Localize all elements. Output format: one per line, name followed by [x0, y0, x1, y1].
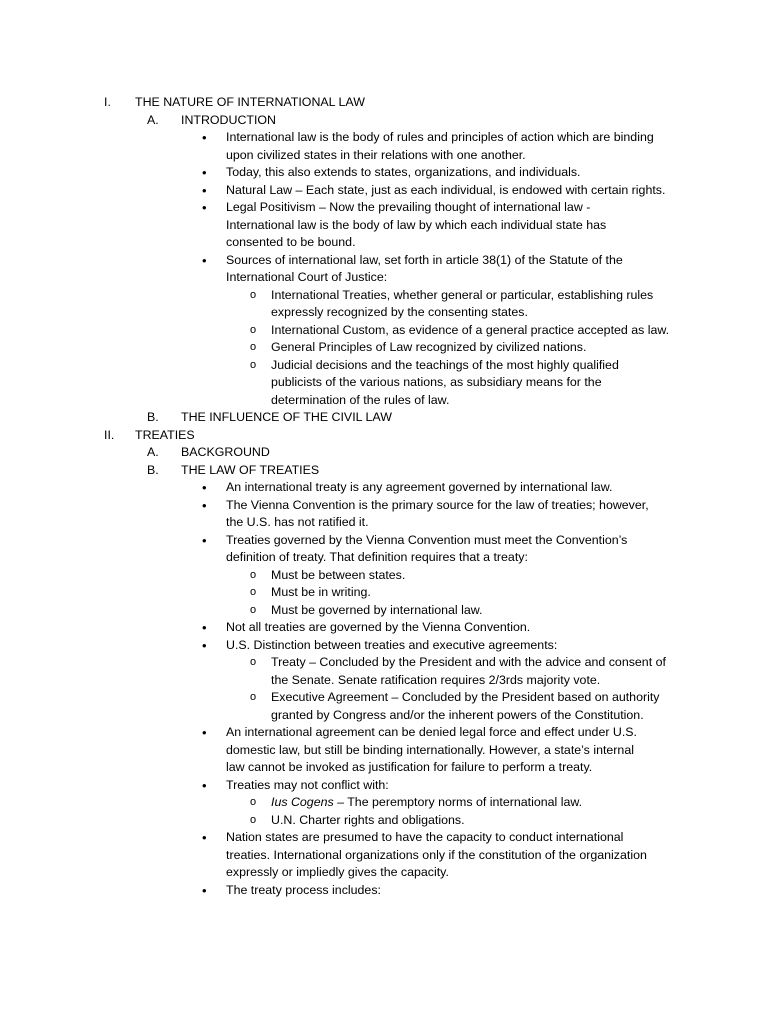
section-title: THE NATURE OF INTERNATIONAL LAW [135, 95, 365, 109]
sub-bullet-text: General Principles of Law recognized by civilized nations. [271, 340, 587, 354]
roman-numeral: I. [104, 95, 111, 109]
bullet-icon: • [202, 637, 207, 653]
circle-bullet-icon: o [250, 288, 257, 301]
sub-bullet-continuation [0, 672, 768, 690]
bullet-text: domestic law, but still be binding internationally. However, a state’s internal [226, 742, 634, 757]
bullet-item [0, 252, 768, 270]
bullet-text: An international treaty is any agreement governed by international law. [226, 480, 613, 494]
bullet-continuation [0, 269, 768, 287]
circle-bullet-icon: o [250, 656, 257, 668]
sub-bullet-item [0, 357, 768, 375]
bullet-icon: • [202, 777, 207, 793]
bullet-text: upon civilized states in their relations with one another. [226, 147, 526, 162]
bullet-text: U.S. Distinction between treaties and executive agreements: [226, 637, 558, 652]
bullet-icon: • [202, 480, 207, 495]
bullet-continuation [0, 864, 768, 882]
sub-bullet-text: International Custom, as evidence of a general practice accepted as law. [271, 322, 670, 337]
sub-bullet-item [0, 339, 768, 357]
sub-bullet-text: granted by Congress and/or the inherent powers of the Constitution. [271, 707, 644, 722]
section-heading [0, 427, 768, 445]
bullet-item [0, 532, 768, 550]
bullet-text: Today, this also extends to states, organizations, and individuals. [226, 165, 581, 179]
subsection-heading [0, 112, 768, 130]
circle-bullet-icon: o [250, 813, 257, 826]
sub-bullet-text: U.N. Charter rights and obligations. [271, 812, 465, 827]
bullet-item [0, 829, 768, 847]
bullet-text: An international agreement can be denied legal force and effect under U.S. [226, 725, 638, 739]
sub-bullet-item [0, 812, 768, 830]
term-definition: – The peremptory norms of international law. [333, 795, 583, 809]
subsection-heading [0, 444, 768, 462]
bullet-continuation [0, 147, 768, 165]
subsection-heading [0, 409, 768, 427]
subsection-title: BACKGROUND [181, 445, 270, 459]
letter-marker: B. [147, 410, 159, 424]
letter-marker: A. [147, 112, 159, 127]
circle-bullet-icon: o [250, 691, 257, 703]
sub-bullet-text: the Senate. Senate ratification requires 2/3rds majority vote. [271, 672, 601, 687]
bullet-text: The treaty process includes: [226, 882, 381, 897]
bullet-continuation [0, 514, 768, 532]
bullet-continuation [0, 742, 768, 760]
subsection-title: INTRODUCTION [181, 112, 276, 127]
sub-bullet-text: Must be governed by international law. [271, 602, 483, 617]
bullet-continuation [0, 847, 768, 865]
bullet-text: Treaties may not conflict with: [226, 777, 389, 792]
outline [0, 94, 768, 899]
sub-bullet-text: Must be between states. [271, 567, 406, 582]
subsection-title: THE INFLUENCE OF THE CIVIL LAW [181, 410, 392, 424]
sub-bullet-text: Treaty – Concluded by the President and with the advice and consent of [271, 655, 666, 669]
subsection-title: THE LAW OF TREATIES [181, 462, 320, 477]
bullet-text: consented to be bound. [226, 235, 356, 249]
sub-bullet-text [271, 794, 582, 812]
bullet-item [0, 619, 768, 637]
bullet-text: International law is the body of law by which each individual state has [226, 217, 607, 232]
sub-bullet-continuation [0, 374, 768, 392]
circle-bullet-icon: o [250, 358, 257, 371]
bullet-text: Treaties governed by the Vienna Convention must meet the Convention’s [226, 532, 628, 547]
letter-marker: A. [147, 445, 159, 459]
bullet-continuation [0, 549, 768, 567]
section-heading [0, 94, 768, 112]
bullet-text: treaties. International organizations only if the constitution of the organization [226, 847, 647, 862]
subsection-heading [0, 462, 768, 480]
bullet-text: Natural Law – Each state, just as each individual, is endowed with certain rights. [226, 182, 666, 197]
circle-bullet-icon: o [250, 603, 257, 616]
bullet-item [0, 199, 768, 217]
bullet-item [0, 882, 768, 900]
circle-bullet-icon: o [250, 586, 257, 598]
bullet-text: International Court of Justice: [226, 270, 388, 284]
bullet-text: International law is the body of rules and principles of action which are binding [226, 130, 654, 144]
bullet-text: The Vienna Convention is the primary source for the law of treaties; however, [226, 497, 649, 512]
bullet-text: the U.S. has not ratified it. [226, 515, 369, 529]
sub-bullet-text: expressly recognized by the consenting states. [271, 305, 528, 319]
bullet-item [0, 724, 768, 742]
circle-bullet-icon: o [250, 323, 257, 336]
italic-term: Ius Cogens [271, 795, 334, 809]
sub-bullet-continuation [0, 304, 768, 322]
bullet-continuation [0, 759, 768, 777]
sub-bullet-text: publicists of the various nations, as subsidiary means for the [271, 375, 602, 389]
bullet-item [0, 182, 768, 200]
sub-bullet-continuation [0, 392, 768, 410]
bullet-text: Not all treaties are governed by the Vienna Convention. [226, 620, 531, 634]
bullet-item [0, 479, 768, 497]
circle-bullet-icon: o [250, 796, 257, 808]
bullet-continuation [0, 234, 768, 252]
bullet-icon: • [202, 182, 207, 198]
bullet-icon: • [202, 725, 207, 740]
bullet-icon: • [202, 882, 207, 898]
sub-bullet-continuation [0, 707, 768, 725]
sub-bullet-text: determination of the rules of law. [271, 392, 450, 407]
sub-bullet-item [0, 287, 768, 305]
bullet-icon: • [202, 830, 207, 845]
sub-bullet-item [0, 794, 768, 812]
roman-numeral: II. [104, 427, 115, 442]
sub-bullet-text: Judicial decisions and the teachings of the most highly qualified [271, 357, 619, 372]
sub-bullet-item [0, 567, 768, 585]
circle-bullet-icon: o [250, 341, 257, 353]
letter-marker: B. [147, 462, 159, 477]
bullet-icon: • [202, 200, 207, 215]
bullet-text: Legal Positivism – Now the prevailing thought of international law - [226, 200, 591, 214]
sub-bullet-item [0, 584, 768, 602]
bullet-icon: • [202, 130, 207, 145]
section-title: TREATIES [135, 427, 195, 442]
sub-bullet-item [0, 322, 768, 340]
bullet-text: Nation states are presumed to have the capacity to conduct international [226, 830, 624, 844]
bullet-icon: • [202, 620, 207, 635]
bullet-continuation [0, 217, 768, 235]
bullet-icon: • [202, 165, 207, 180]
bullet-text: law cannot be invoked as justification for failure to perform a treaty. [226, 760, 593, 774]
bullet-icon: • [202, 252, 207, 268]
bullet-item [0, 164, 768, 182]
sub-bullet-text: Executive Agreement – Concluded by the President based on authority [271, 690, 660, 704]
bullet-item [0, 497, 768, 515]
bullet-icon: • [202, 497, 207, 513]
sub-bullet-text: International Treaties, whether general or particular, establishing rules [271, 287, 654, 302]
sub-bullet-item [0, 602, 768, 620]
sub-bullet-item [0, 654, 768, 672]
sub-bullet-text: Must be in writing. [271, 585, 371, 599]
bullet-item [0, 777, 768, 795]
bullet-icon: • [202, 532, 207, 548]
bullet-text: expressly or impliedly gives the capacity. [226, 865, 449, 879]
bullet-text: definition of treaty. That definition requires that a treaty: [226, 550, 528, 564]
sub-bullet-item [0, 689, 768, 707]
circle-bullet-icon: o [250, 568, 257, 581]
bullet-item [0, 129, 768, 147]
bullet-item [0, 637, 768, 655]
bullet-text: Sources of international law, set forth in article 38(1) of the Statute of the [226, 252, 623, 267]
